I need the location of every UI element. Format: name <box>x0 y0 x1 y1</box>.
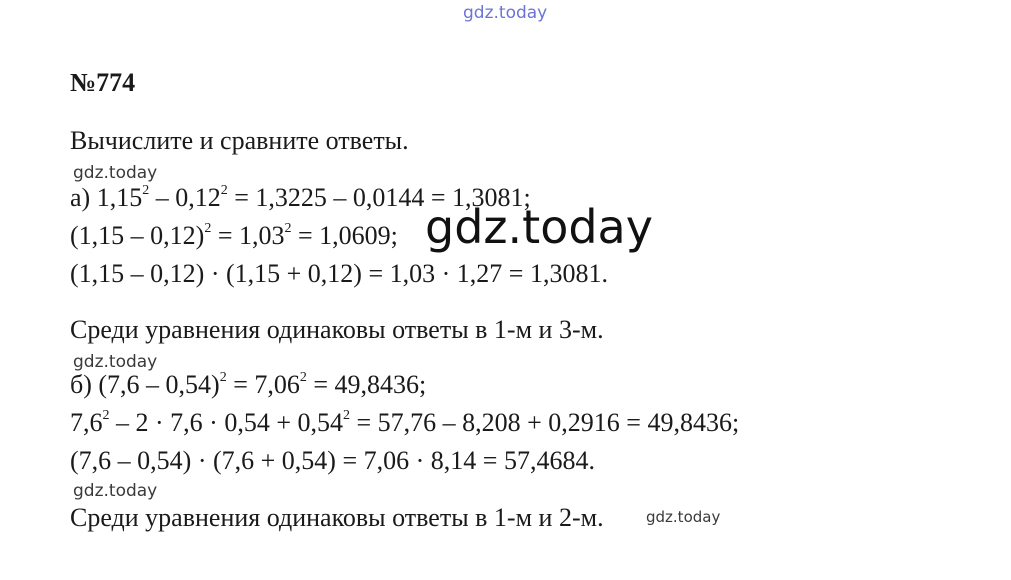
part-b-line-3: (7,6 – 0,54) · (7,6 + 0,54) = 7,06 · 8,14 = 57,4684. <box>70 446 595 475</box>
watermark-top: gdz.today <box>463 3 548 23</box>
watermark-small-b: gdz.today <box>73 352 158 372</box>
part-b-line-2: $7,6^2 - 2 \cdot 7,6 \cdot 0,54 + 0,54^2 = 57,76 - 8,208 + 0,2916 = 49,8436$; <box>70 408 740 437</box>
part-b-line-1: б) $(7,6 - 0,54)^2 = 7,06^2 = 49,8436$; <box>70 370 427 399</box>
watermark-inline-end: gdz.today <box>646 508 721 526</box>
part-a-line-3: (1,15 – 0,12) · (1,15 + 0,12) = 1,03 · 1,27 = 1,3081. <box>70 259 608 288</box>
problem-number: №774 <box>70 68 136 97</box>
instruction: Вычислите и сравните ответы. <box>70 126 409 155</box>
part-a-line-1: а) $1,15^2 - 0,12^2 = 1,3225 - 0,0144 = 1,3081$; <box>70 183 531 212</box>
part-b-conclusion: Среди уравнения одинаковы ответы в 1-м и 2-м. <box>70 503 604 532</box>
watermark-big: gdz.today <box>425 200 653 254</box>
part-a-conclusion: Среди уравнения одинаковы ответы в 1-м и 3-м. <box>70 315 604 344</box>
part-a-line-2: $(1,15 - 0,12)^2 = 1,03^2 = 1,0609$; <box>70 221 398 250</box>
watermark-small-a: gdz.today <box>73 163 158 183</box>
watermark-small-c: gdz.today <box>73 481 158 501</box>
